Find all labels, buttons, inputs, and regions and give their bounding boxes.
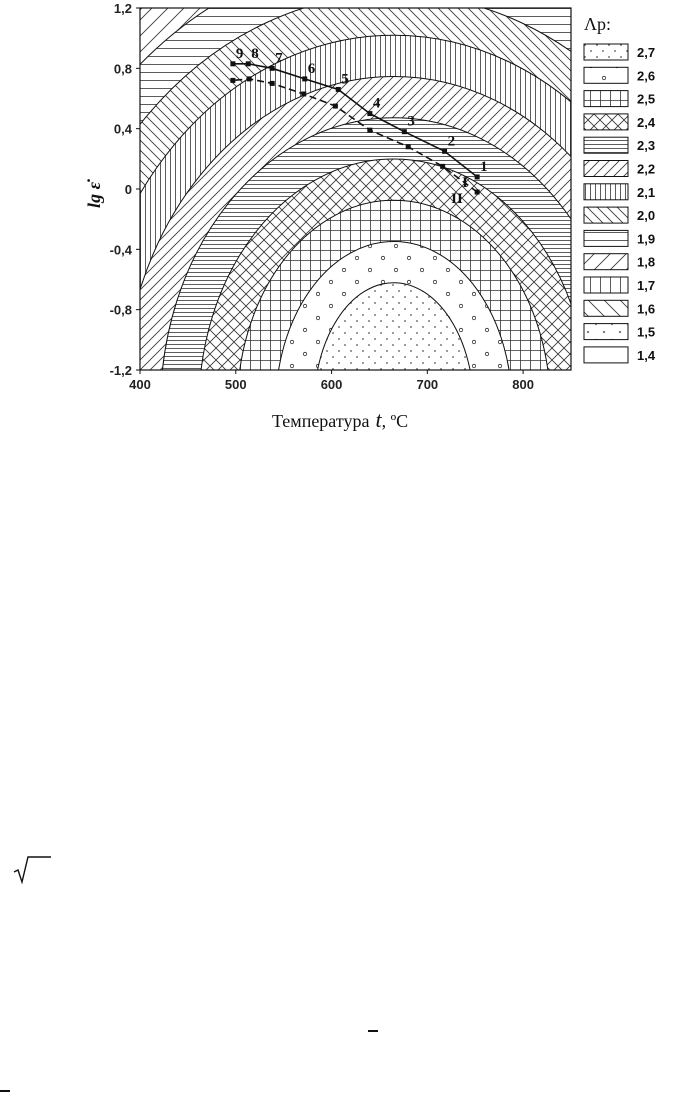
point-label: 6 (307, 60, 316, 77)
data-point (247, 76, 252, 81)
legend-swatch (584, 91, 628, 107)
data-point (270, 66, 275, 71)
legend-label: 2,5 (637, 91, 656, 107)
point-label: 3 (407, 113, 415, 130)
series-name-label: I (462, 174, 468, 191)
data-point (367, 111, 372, 116)
data-point (442, 149, 447, 154)
legend-swatch (584, 207, 628, 223)
data-point (475, 190, 480, 195)
legend-label: 1,4 (637, 347, 656, 363)
data-point (367, 128, 372, 133)
y-tick-label: -0,8 (109, 302, 132, 318)
series-name-label: II (451, 191, 463, 208)
data-point (230, 61, 235, 66)
overline-fragment (0, 1090, 10, 1092)
data-point (270, 81, 275, 86)
legend-label: 2,0 (637, 208, 656, 224)
data-point (246, 61, 251, 66)
data-point (301, 91, 306, 96)
y-axis (110, 1, 140, 378)
data-point (475, 174, 480, 179)
point-label: 5 (341, 71, 349, 88)
legend-label: 2,3 (637, 138, 656, 154)
data-point (440, 164, 445, 169)
x-axis-title: Температура t, ºC (272, 407, 409, 432)
legend-swatch (584, 230, 628, 246)
data-point (336, 87, 341, 92)
y-tick-label: 0 (124, 182, 132, 197)
legend-swatch (584, 277, 628, 293)
x-tick-label: 400 (129, 377, 151, 392)
legend-label: 1,8 (637, 254, 656, 270)
y-tick-label: 1,2 (113, 1, 132, 16)
legend-swatch (584, 324, 628, 340)
y-tick-label: 0,4 (113, 121, 132, 137)
legend-label: 2,7 (637, 45, 656, 60)
legend-label: 2,6 (637, 68, 656, 84)
legend-label: 1,9 (637, 231, 656, 247)
data-point (402, 129, 407, 134)
data-point (406, 144, 411, 149)
y-tick-label: 0,8 (113, 61, 132, 77)
legend-label: 1,7 (637, 278, 656, 293)
legend (584, 44, 656, 363)
legend-label: 2,2 (637, 161, 656, 177)
legend-swatch (584, 300, 628, 316)
legend-swatch (584, 67, 628, 83)
legend-swatch (584, 137, 628, 153)
sqrt-symbol (12, 855, 52, 885)
x-tick-label: 700 (416, 377, 439, 392)
x-tick-label: 500 (224, 377, 247, 392)
point-label: 1 (480, 158, 488, 175)
data-point (302, 76, 307, 81)
overline-fragment (368, 1030, 378, 1032)
legend-swatch (584, 184, 628, 200)
legend-swatch (584, 254, 628, 270)
x-tick-label: 800 (512, 377, 534, 392)
x-axis (129, 370, 534, 392)
y-tick-label: -0,4 (109, 242, 132, 258)
data-point (333, 104, 338, 109)
data-point (230, 78, 235, 83)
y-tick-label: -1,2 (109, 363, 132, 378)
legend-swatch (584, 161, 628, 177)
contour-bands (0, 0, 676, 470)
legend-label: 1,5 (637, 324, 656, 340)
point-label: 9 (235, 45, 244, 62)
legend-label: 1,6 (637, 301, 656, 317)
legend-label: 2,1 (637, 184, 656, 200)
legend-label: 2,4 (637, 114, 656, 130)
legend-swatch (584, 44, 628, 60)
point-label: 7 (275, 50, 283, 67)
legend-title: Λp: (584, 14, 612, 34)
legend-swatch (584, 114, 628, 130)
legend-swatch (584, 347, 628, 363)
point-label: 8 (251, 45, 259, 62)
chart (0, 0, 676, 470)
point-label: 4 (372, 95, 381, 112)
y-axis-title: lg ε̇ (84, 182, 104, 208)
point-label: 2 (447, 133, 456, 150)
x-tick-label: 600 (320, 377, 343, 392)
